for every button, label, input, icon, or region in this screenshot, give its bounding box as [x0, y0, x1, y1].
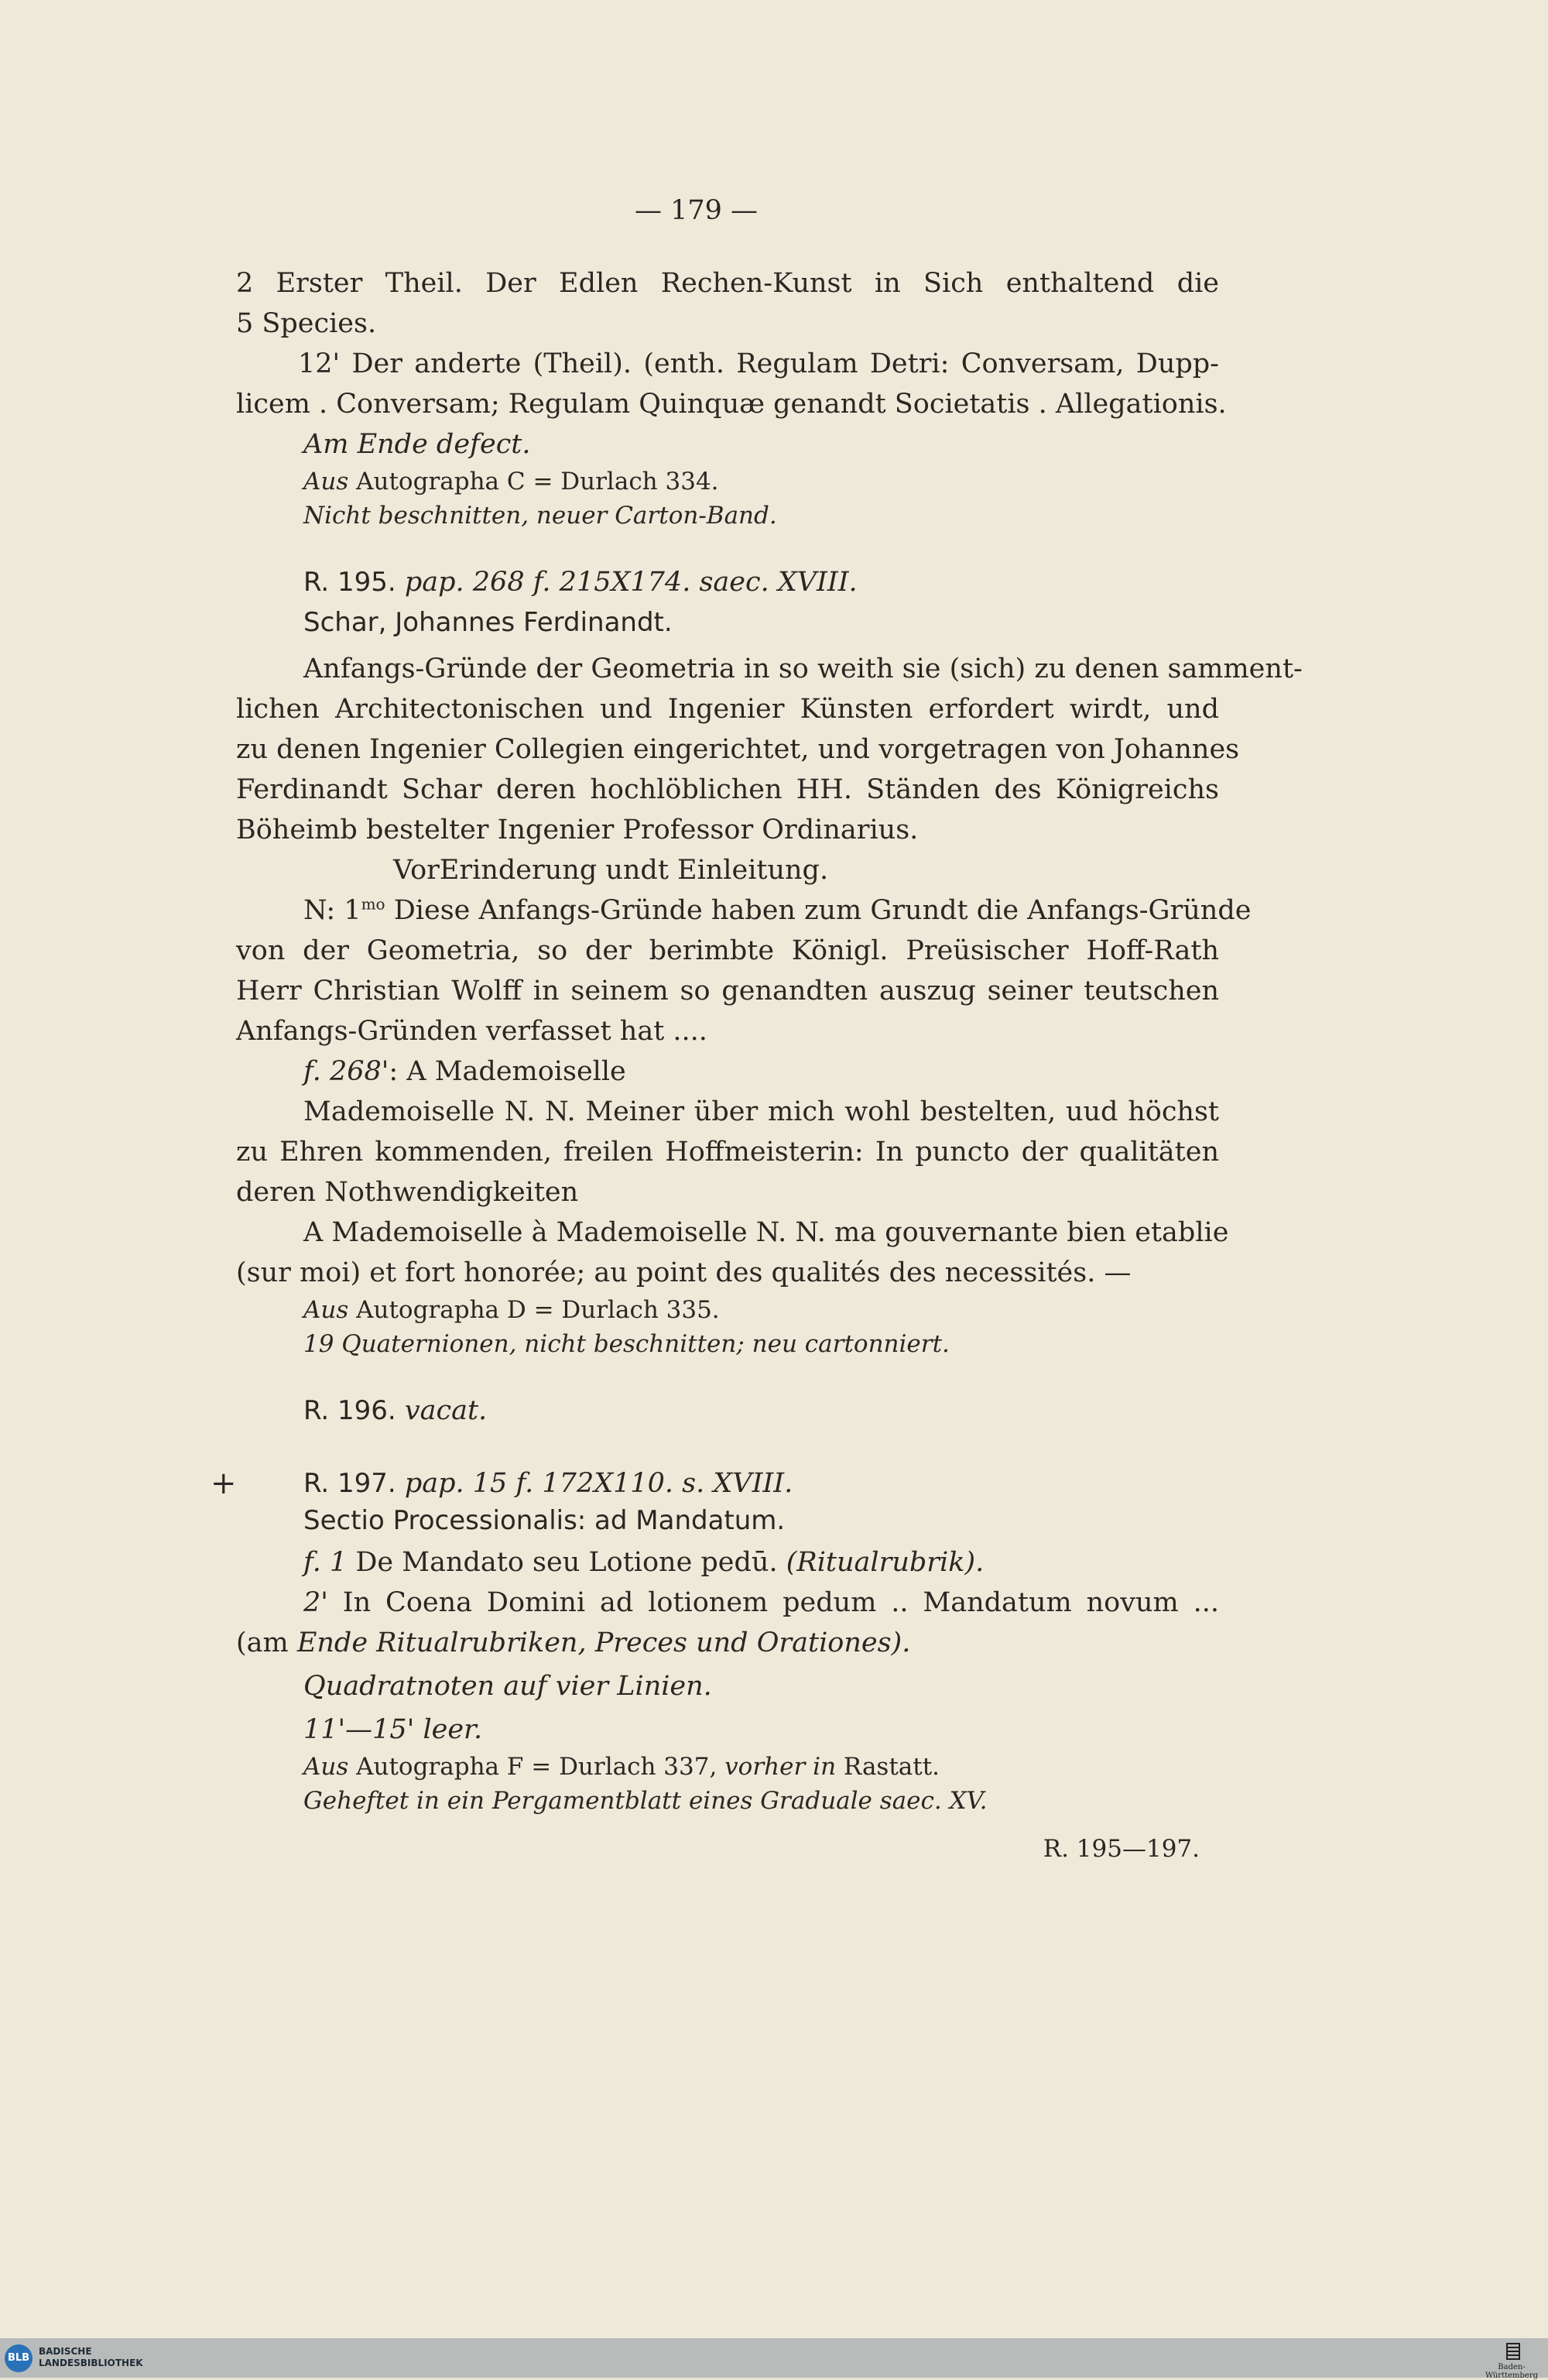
text-line: Am Ende defect. — [303, 429, 531, 460]
text-line: Quadratnoten auf vier Linien. — [303, 1671, 712, 1702]
text-line: Nicht beschnitten, neuer Carton-Band. — [303, 502, 777, 530]
text-line: f. 268': A Mademoiselle — [303, 1056, 626, 1087]
text-line: (am Ende Ritualrubriken, Preces und Orationes). — [236, 1627, 911, 1658]
baden-wuerttemberg-logo: Baden-Württemberg — [1485, 2343, 1539, 2375]
text-line: Geheftet in ein Pergamentblatt eines Graduale saec. XV. — [303, 1787, 988, 1815]
coat-of-arms-icon — [1506, 2343, 1520, 2360]
text-line: N: $1^{mo}$ Diese Anfangs-Gründe haben zum Grundt die Anfangs-Gründe — [303, 894, 1252, 926]
record-range: R. 195—197. — [1043, 1835, 1200, 1863]
text-line: 19 Quaternionen, nicht beschnitten; neu cartonniert. — [303, 1330, 950, 1358]
footer-bar — [0, 2338, 1548, 2378]
text-line: lichen Architectonischen und Ingenier Künsten erfordert wirdt, und — [236, 694, 1219, 725]
text-line: 5 Species. — [236, 308, 377, 339]
text-line: A Mademoiselle à Mademoiselle N. N. ma gouvernante bien etablie — [303, 1217, 1229, 1248]
text-line: deren Nothwendigkeiten — [236, 1177, 579, 1208]
text-line: 2' In Coena Domini ad lotionem pedum .. Mandatum novum ... — [303, 1587, 1219, 1618]
text-line: Böheimb bestelter Ingenier Professor Ordinarius. — [236, 814, 919, 845]
plus-mark: + — [211, 1466, 237, 1501]
text-line: 2 Erster Theil. Der Edlen Rechen-Kunst in Sich enthaltend die — [236, 268, 1219, 299]
text-line: Ferdinandt Schar deren hochlöblichen HH. Ständen des Königreichs — [236, 774, 1219, 805]
page-number: — 179 — — [635, 195, 759, 226]
text-line: Anfangs-Gründe der Geometria in so weith sie (sich) zu denen samment- — [303, 653, 1303, 684]
record-header-r197: R. 197. pap. 15 f. 172X110. s. XVIII. — [303, 1468, 793, 1499]
blb-label: BADISCHE LANDESBIBLIOTHEK — [39, 2346, 143, 2368]
text-line: Anfangs-Gründen verfasset hat .... — [236, 1016, 707, 1047]
text-line: licem . Conversam; Regulam Quinquæ genandt Societatis . Allegationis. — [236, 389, 1227, 420]
text-line: (sur moi) et fort honorée; au point des qualités des necessités. — — [236, 1257, 1132, 1288]
text-line: Aus Autographa C = Durlach 334. — [303, 468, 719, 496]
text-line: 11'—15' leer. — [303, 1714, 483, 1745]
record-author: Schar, Johannes Ferdinandt. — [303, 607, 673, 638]
text-line: Aus Autographa F = Durlach 337, vorher in Rastatt. — [303, 1753, 940, 1781]
text-line: von der Geometria, so der berimbte Königl. Preüsischer Hoff-Rath — [236, 935, 1219, 966]
blb-logo: BLB — [5, 2344, 33, 2372]
text-line: Mademoiselle N. N. Meiner über mich wohl bestelten, uud höchst — [303, 1096, 1219, 1127]
text-line: zu denen Ingenier Collegien eingerichtet, und vorgetragen von Johannes — [236, 734, 1240, 765]
text-line: VorErinderung undt Einleitung. — [393, 855, 829, 886]
text-line: Aus Autographa D = Durlach 335. — [303, 1296, 720, 1324]
text-line: f. 1 De Mandato seu Lotione pedū. (Ritualrubrik). — [303, 1547, 985, 1578]
record-title: Sectio Processionalis: ad Mandatum. — [303, 1505, 786, 1536]
text-line: zu Ehren kommenden, freilen Hoffmeisterin: In puncto der qualitäten — [236, 1137, 1219, 1168]
record-header-r196: R. 196. vacat. — [303, 1395, 488, 1426]
text-line: Herr Christian Wolff in seinem so genandten auszug seiner teutschen — [236, 976, 1219, 1007]
text-line: 12' Der anderte (Theil). (enth. Regulam Detri: Conversam, Dupp- — [298, 348, 1219, 379]
record-header-r195: R. 195. pap. 268 f. 215X174. saec. XVIII. — [303, 567, 858, 598]
